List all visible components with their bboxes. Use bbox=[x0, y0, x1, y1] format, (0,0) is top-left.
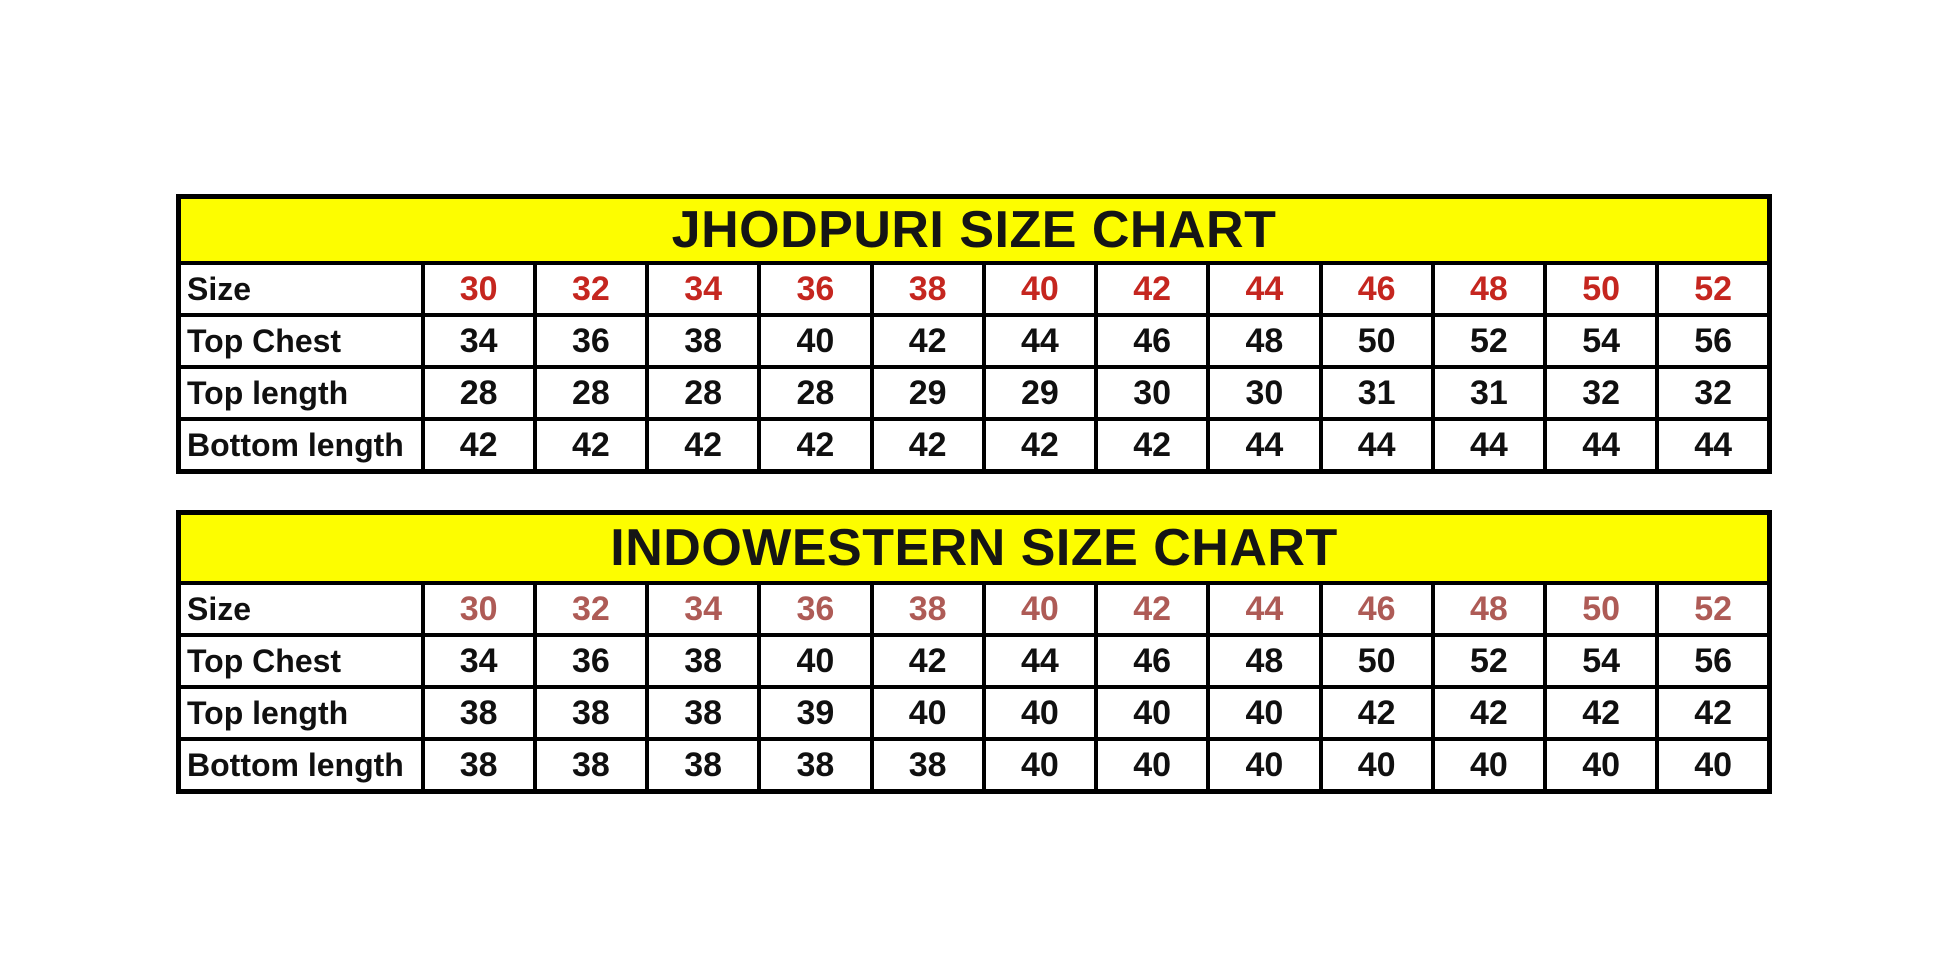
measurement-value-cell: 42 bbox=[872, 635, 984, 687]
indowestern-size-chart-title: INDOWESTERN SIZE CHART bbox=[179, 513, 1770, 584]
measurement-value-cell: 40 bbox=[1657, 739, 1769, 792]
measurement-value-cell: 38 bbox=[647, 739, 759, 792]
size-header-cell: 46 bbox=[1321, 583, 1433, 635]
measurement-value-cell: 30 bbox=[1096, 367, 1208, 419]
measurement-value-cell: 56 bbox=[1657, 635, 1769, 687]
measurement-value-cell: 38 bbox=[423, 687, 535, 739]
measurement-value-cell: 39 bbox=[759, 687, 871, 739]
table-row-top-length bbox=[179, 687, 1770, 739]
size-row-label: Size bbox=[179, 583, 423, 635]
table-title-row bbox=[179, 197, 1770, 264]
measurement-value-cell: 29 bbox=[984, 367, 1096, 419]
measurement-value-cell: 56 bbox=[1657, 315, 1769, 367]
measurement-value-cell: 42 bbox=[759, 419, 871, 472]
size-header-cell: 48 bbox=[1433, 263, 1545, 315]
measurement-value-cell: 40 bbox=[984, 739, 1096, 792]
measurement-value-cell: 42 bbox=[1433, 687, 1545, 739]
table-row-size bbox=[179, 583, 1770, 635]
measurement-value-cell: 46 bbox=[1096, 635, 1208, 687]
size-header-cell: 52 bbox=[1657, 263, 1769, 315]
jhodpuri-size-chart-table bbox=[176, 194, 1772, 474]
measurement-value-cell: 36 bbox=[535, 635, 647, 687]
measurement-value-cell: 52 bbox=[1433, 315, 1545, 367]
measurement-value-cell: 38 bbox=[872, 739, 984, 792]
table-row-size bbox=[179, 263, 1770, 315]
table-title-row bbox=[179, 513, 1770, 584]
size-header-cell: 44 bbox=[1208, 583, 1320, 635]
table-row-top-chest bbox=[179, 635, 1770, 687]
measurement-value-cell: 40 bbox=[1321, 739, 1433, 792]
size-header-cell: 52 bbox=[1657, 583, 1769, 635]
measurement-value-cell: 28 bbox=[647, 367, 759, 419]
measurement-value-cell: 48 bbox=[1208, 315, 1320, 367]
table-row-bottom-length bbox=[179, 739, 1770, 792]
measurement-value-cell: 38 bbox=[647, 315, 759, 367]
measurement-value-cell: 31 bbox=[1321, 367, 1433, 419]
measurement-value-cell: 31 bbox=[1433, 367, 1545, 419]
measurement-value-cell: 34 bbox=[423, 315, 535, 367]
size-header-cell: 38 bbox=[872, 263, 984, 315]
measurement-value-cell: 40 bbox=[1208, 687, 1320, 739]
size-header-cell: 40 bbox=[984, 583, 1096, 635]
size-header-cell: 30 bbox=[423, 263, 535, 315]
top-length-row-label: Top length bbox=[179, 687, 423, 739]
jhodpuri-size-chart-title: JHODPURI SIZE CHART bbox=[179, 197, 1770, 264]
measurement-value-cell: 52 bbox=[1433, 635, 1545, 687]
measurement-value-cell: 48 bbox=[1208, 635, 1320, 687]
measurement-value-cell: 44 bbox=[1545, 419, 1657, 472]
measurement-value-cell: 42 bbox=[872, 315, 984, 367]
measurement-value-cell: 29 bbox=[872, 367, 984, 419]
measurement-value-cell: 40 bbox=[759, 635, 871, 687]
measurement-value-cell: 42 bbox=[1096, 419, 1208, 472]
measurement-value-cell: 44 bbox=[1433, 419, 1545, 472]
measurement-value-cell: 32 bbox=[1545, 367, 1657, 419]
size-header-cell: 50 bbox=[1545, 583, 1657, 635]
measurement-value-cell: 40 bbox=[1208, 739, 1320, 792]
measurement-value-cell: 40 bbox=[759, 315, 871, 367]
measurement-value-cell: 38 bbox=[647, 687, 759, 739]
measurement-value-cell: 28 bbox=[423, 367, 535, 419]
measurement-value-cell: 44 bbox=[1657, 419, 1769, 472]
top-length-row-label: Top length bbox=[179, 367, 423, 419]
measurement-value-cell: 40 bbox=[1096, 739, 1208, 792]
indowestern-size-chart-table bbox=[176, 510, 1772, 794]
size-header-cell: 30 bbox=[423, 583, 535, 635]
size-header-cell: 32 bbox=[535, 263, 647, 315]
table-row-top-length bbox=[179, 367, 1770, 419]
size-header-cell: 38 bbox=[872, 583, 984, 635]
table-row-top-chest bbox=[179, 315, 1770, 367]
measurement-value-cell: 40 bbox=[1096, 687, 1208, 739]
top-chest-row-label: Top Chest bbox=[179, 635, 423, 687]
measurement-value-cell: 50 bbox=[1321, 635, 1433, 687]
measurement-value-cell: 36 bbox=[535, 315, 647, 367]
measurement-value-cell: 28 bbox=[759, 367, 871, 419]
measurement-value-cell: 38 bbox=[423, 739, 535, 792]
size-header-cell: 42 bbox=[1096, 263, 1208, 315]
measurement-value-cell: 40 bbox=[984, 687, 1096, 739]
measurement-value-cell: 54 bbox=[1545, 315, 1657, 367]
measurement-value-cell: 38 bbox=[647, 635, 759, 687]
measurement-value-cell: 38 bbox=[759, 739, 871, 792]
size-header-cell: 42 bbox=[1096, 583, 1208, 635]
measurement-value-cell: 42 bbox=[1657, 687, 1769, 739]
measurement-value-cell: 34 bbox=[423, 635, 535, 687]
measurement-value-cell: 50 bbox=[1321, 315, 1433, 367]
measurement-value-cell: 40 bbox=[1545, 739, 1657, 792]
measurement-value-cell: 42 bbox=[423, 419, 535, 472]
bottom-length-row-label: Bottom length bbox=[179, 419, 423, 472]
size-header-cell: 44 bbox=[1208, 263, 1320, 315]
top-chest-row-label: Top Chest bbox=[179, 315, 423, 367]
measurement-value-cell: 42 bbox=[984, 419, 1096, 472]
measurement-value-cell: 44 bbox=[984, 635, 1096, 687]
measurement-value-cell: 54 bbox=[1545, 635, 1657, 687]
measurement-value-cell: 38 bbox=[535, 739, 647, 792]
size-header-cell: 40 bbox=[984, 263, 1096, 315]
measurement-value-cell: 44 bbox=[1208, 419, 1320, 472]
measurement-value-cell: 42 bbox=[872, 419, 984, 472]
measurement-value-cell: 32 bbox=[1657, 367, 1769, 419]
measurement-value-cell: 30 bbox=[1208, 367, 1320, 419]
size-header-cell: 32 bbox=[535, 583, 647, 635]
bottom-length-row-label: Bottom length bbox=[179, 739, 423, 792]
measurement-value-cell: 38 bbox=[535, 687, 647, 739]
measurement-value-cell: 42 bbox=[1321, 687, 1433, 739]
size-header-cell: 46 bbox=[1321, 263, 1433, 315]
measurement-value-cell: 40 bbox=[872, 687, 984, 739]
measurement-value-cell: 42 bbox=[647, 419, 759, 472]
size-header-cell: 36 bbox=[759, 263, 871, 315]
size-header-cell: 34 bbox=[647, 263, 759, 315]
size-row-label: Size bbox=[179, 263, 423, 315]
size-header-cell: 34 bbox=[647, 583, 759, 635]
table-row-bottom-length bbox=[179, 419, 1770, 472]
measurement-value-cell: 44 bbox=[984, 315, 1096, 367]
measurement-value-cell: 46 bbox=[1096, 315, 1208, 367]
size-header-cell: 50 bbox=[1545, 263, 1657, 315]
measurement-value-cell: 42 bbox=[1545, 687, 1657, 739]
measurement-value-cell: 40 bbox=[1433, 739, 1545, 792]
measurement-value-cell: 44 bbox=[1321, 419, 1433, 472]
size-header-cell: 48 bbox=[1433, 583, 1545, 635]
size-header-cell: 36 bbox=[759, 583, 871, 635]
measurement-value-cell: 28 bbox=[535, 367, 647, 419]
measurement-value-cell: 42 bbox=[535, 419, 647, 472]
